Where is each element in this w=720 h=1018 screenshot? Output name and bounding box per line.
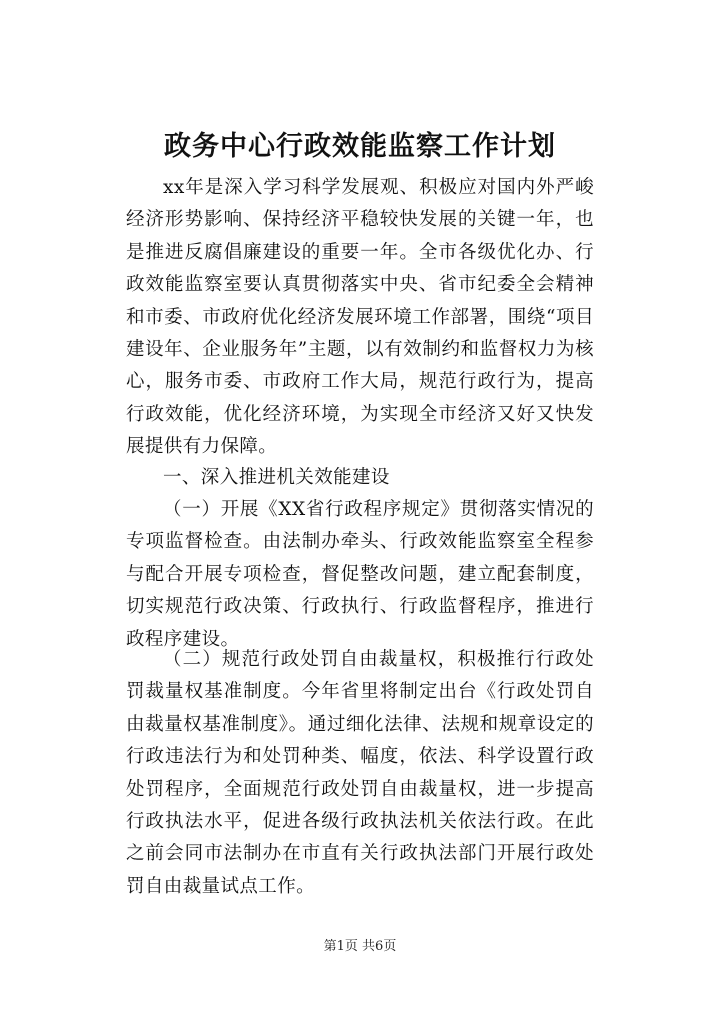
page-footer: 第1页 共6页 [323,939,397,954]
section-heading: 一、深入推进机关效能建设 [163,467,390,488]
item-one-paragraph: （一）开展《XX省行政程序规定》贯彻落实情况的专项监督检查。由法制办牵头、行政效能监察室全程参与配合开展专项检查，督促整改问题，建立配套制度，切实规范行政决策、行政执行、行政监督程序，推进行政程序建设。 [126,499,594,650]
document-title: 政务中心行政效能监察工作计划 [164,131,556,162]
item-two-paragraph: （二）规范行政处罚自由裁量权，积极推行行政处罚裁量权基准制度。今年省里将制定出台《行政处罚自由裁量权基准制度》。通过细化法律、法规和规章设定的行政违法行为和处罚种类、幅度，依法、科学设置行政处罚程序，全面规范行政处罚自由裁量权，进一步提高行政执法水平，促进各级行政执法机关依法行政。在此之前会同市法制办在市直有关行政执法部门开展行政处罚自由裁量试点工作。 [126,649,594,897]
intro-paragraph: xx年是深入学习科学发展观、积极应对国内外严峻经济形势影响、保持经济平稳较快发展的关键一年，也是推进反腐倡廉建设的重要一年。全市各级优化办、行政效能监察室要认真贯彻落实中央、省市纪委全会精神和市委、市政府优化经济发展环境工作部署，围绕“项目建设年、企业服务年”主题，以有效制约和监督权力为核心，服务市委、市政府工作大局，规范行政行为，提高行政效能，优化经济环境，为实现全市经济又好又快发展提供有力保障。 [126,177,594,458]
